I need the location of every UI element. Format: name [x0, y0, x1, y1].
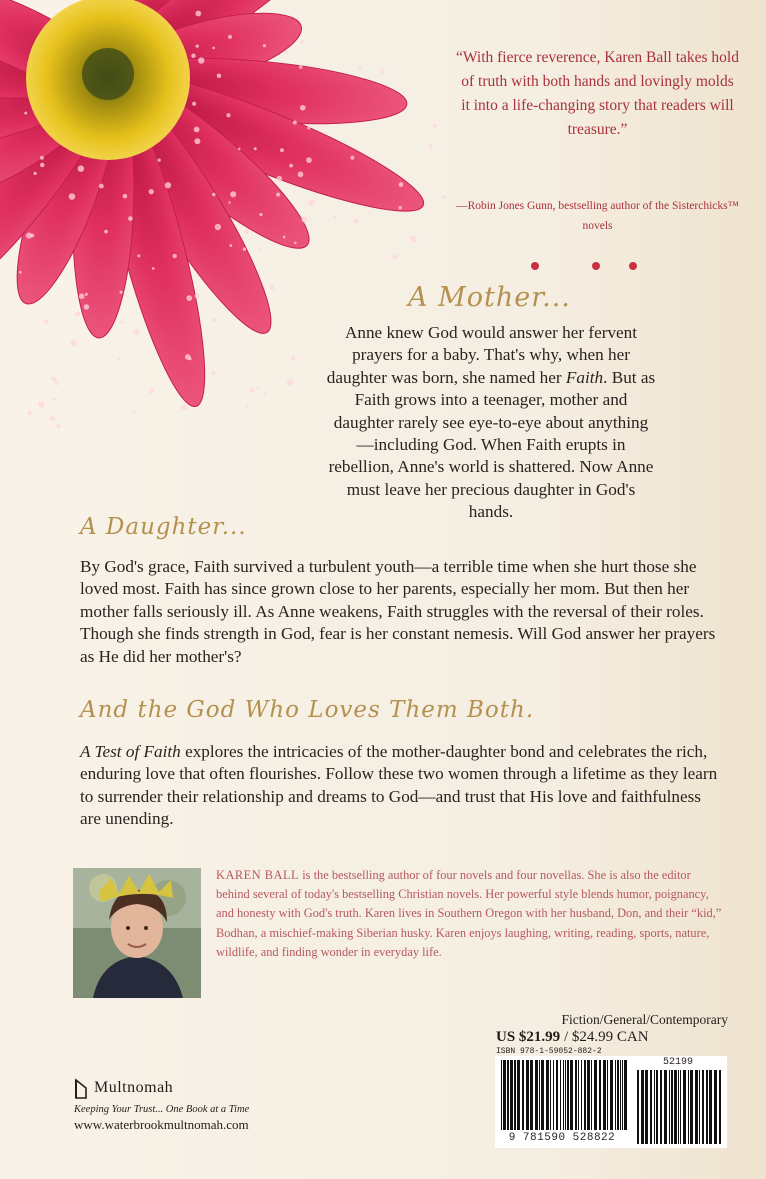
paragraph-book-summary: A Test of Faith explores the intricacies of the mother-daughter bond and celebrates the rich, enduring love that often flourishes. Follow these two women through a lifetime as they learn to surrender their relationship and dreams to God—and trust that His love and faithfulness are unending.: [80, 742, 718, 829]
heading-a-daughter: A Daughter...: [80, 514, 247, 540]
decorative-flower-dots: [525, 258, 645, 274]
price-code-digits: 52199: [662, 1057, 693, 1068]
paragraph-daughter: By God's grace, Faith survived a turbulent youth—a terrible time when she hurt those she loved most. Faith has since grown close to her parents, especially her mom. But then her mother falls seriously ill. As Anne weakens, Faith struggles with the reversal of their roles. Though she finds strength in God, fear is her constant nemesis. Will God answer her prayers as He did her mother's?: [80, 557, 716, 666]
price-label: US $21.99 / $24.99 CAN: [496, 1029, 649, 1045]
publisher-name: Multnomah: [94, 1079, 174, 1096]
multnomah-logo-icon: [74, 1078, 88, 1100]
author-photo: [73, 868, 201, 998]
endorsement-quote: “With fierce reverence, Karen Ball takes hold of truth with both hands and lovingly molds it into a life-changing story that readers will treasure.”: [456, 49, 739, 138]
endorsement-attribution: —Robin Jones Gunn, bestselling author of the Sisterchicks™ novels: [456, 200, 739, 232]
author-bio: KAREN BALL is the bestselling author of four novels and four novellas. She is also the editor behind several of today's bestselling Christian novels. Her powerful style blends humor, poignancy, and honesty with God's truth. Karen lives in Southern Oregon with her husband, Don, and their “kid,” Bodhan, a mischief-making Siberian husky. Karen enjoys laughing, writing, reading, sports, nature, wildlife, and finding wonder in everyday life.: [216, 868, 722, 959]
publisher-tagline: Keeping Your Trust... One Book at a Time: [74, 1104, 250, 1115]
heading-god-who-loves: And the God Who Loves Them Both.: [80, 697, 535, 723]
heading-a-mother: A Mother...: [408, 282, 571, 313]
paragraph-mother: Anne knew God would answer her fervent prayers for a baby. That's why, when her daughter was born, she named her Faith. But as Faith grows into a teenager, mother and daughter rarely see eye-to-eye about anything—including God. When Faith erupts in rebellion, Anne's world is shattered. Now Anne must leave her precious daughter in God's hands.: [326, 323, 656, 522]
isbn-label: ISBN 978-1-59052-882-2: [496, 1047, 602, 1056]
barcode-digits: 9 781590 528822: [508, 1132, 616, 1144]
barcode: [495, 1056, 727, 1148]
publisher-url: www.waterbrookmultnomah.com: [74, 1117, 249, 1132]
genre-label: Fiction/General/Contemporary: [561, 1012, 728, 1027]
